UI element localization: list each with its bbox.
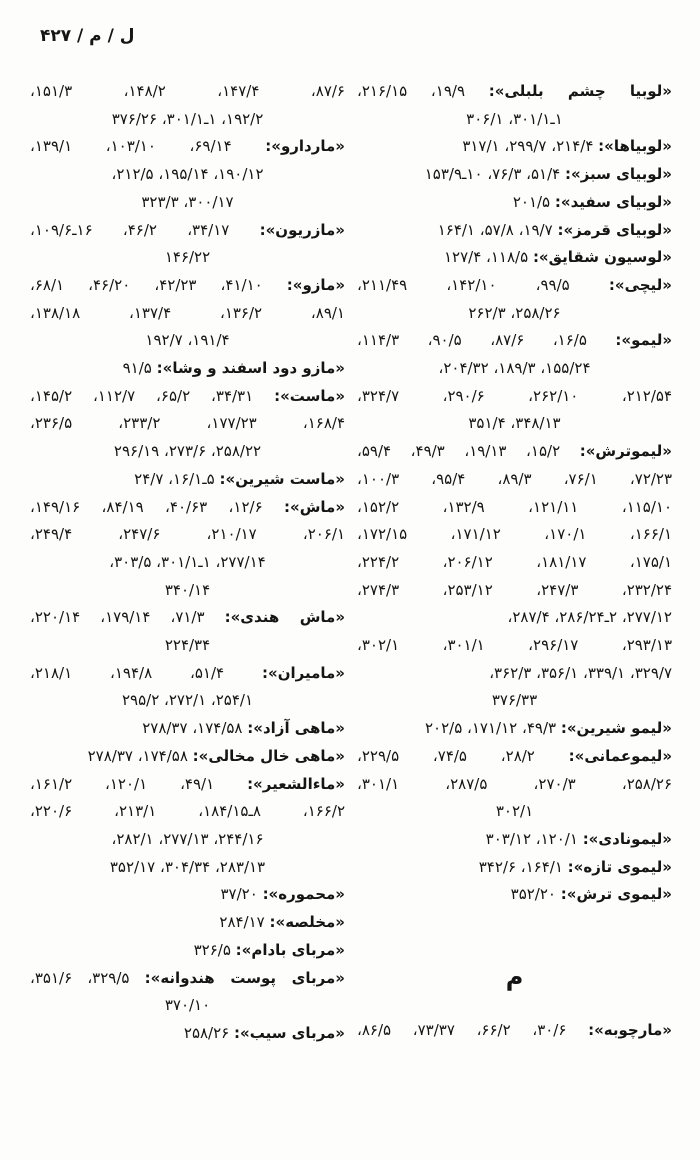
entry-headword: «مربای پوست هندوانه»: xyxy=(144,968,345,987)
entry-headword: «ماءالشعیر»: xyxy=(247,774,345,793)
index-line: ۲۳۲/۲۴، ۲۴۷/۳، ۲۵۳/۱۲، ۲۷۴/۳، xyxy=(357,580,673,599)
entry-headword: «مارچوبه»: xyxy=(588,1021,672,1040)
index-line: «لیموعمانی»: ۲۸/۲، ۷۴/۵، ۲۲۹/۵، xyxy=(357,746,673,765)
index-line: «ماش»: ۱۲/۶، ۴۰/۶۳، ۸۴/۱۹، ۱۴۹/۱۶، xyxy=(30,497,346,516)
index-line: ۲۵۸/۲۶، ۲۷۰/۳، ۲۸۷/۵، ۳۰۱/۱، xyxy=(357,774,673,793)
index-line: «ماش هندی»: ۷۱/۳، ۱۷۹/۱۴، ۲۲۰/۱۴، xyxy=(30,608,346,627)
index-line: «لیچی»: ۹۹/۵، ۱۴۲/۱۰، ۲۱۱/۴۹، xyxy=(357,275,672,294)
index-line: «لوبیای سبز»: ۵۱/۴، ۷۶/۳، ۱۰ـ۱۵۳/۹ xyxy=(424,165,672,184)
index-line: ۲۵۸/۲۶، ۲۶۲/۳ xyxy=(468,303,561,322)
index-line: «ماردارو»: ۶۹/۱۴، ۱۰۳/۱۰، ۱۳۹/۱، xyxy=(30,137,345,156)
entry-headword: «لیمو شیرین»: xyxy=(560,719,672,738)
entry-headword: «لوبیا چشم بلبلی»: xyxy=(488,82,672,100)
index-column-left xyxy=(30,78,345,1048)
index-line: «لیموی تازه»: ۱۶۴/۱، ۳۴۲/۶ xyxy=(478,857,672,876)
entry-headword: «مازو دود اسفند و وشا»: xyxy=(156,359,345,378)
entry-headword: «لیمو»: xyxy=(615,331,673,350)
index-line: ۲۹۳/۱۳، ۲۹۶/۱۷، ۳۰۱/۱، ۳۰۲/۱، xyxy=(357,636,673,655)
entry-headword: «مازو»: xyxy=(286,275,346,294)
index-line: ۳۰۲/۱ xyxy=(495,802,534,821)
entry-headword: «مربای سیب»: xyxy=(234,1023,345,1042)
index-line: ۳۴۰/۱۴ xyxy=(164,580,211,599)
index-line: «لوسیون شقایق»: ۱۱۸/۵، ۱۲۷/۴ xyxy=(443,248,672,267)
index-line: ۱۱۵/۱۰، ۱۲۱/۱۱، ۱۳۲/۹، ۱۵۲/۲، xyxy=(357,497,673,516)
index-line: «ماست شیرین»: ۵ـ۱۶/۱، ۲۴/۷ xyxy=(134,469,345,488)
entry-headword: «مربای بادام»: xyxy=(235,940,345,959)
index-line: «ماهی خال مخالی»: ۱۷۴/۵۸، ۲۷۸/۳۷ xyxy=(87,746,345,765)
index-line: «لیموترش»: ۱۵/۲، ۱۹/۱۳، ۴۹/۳، ۵۹/۴، xyxy=(357,442,672,461)
index-line: ۱۹۰/۱۲، ۱۹۵/۱۴، ۲۱۲/۵، xyxy=(111,165,264,184)
index-line: «مخلصه»: ۲۸۴/۱۷ xyxy=(219,913,345,932)
entry-headword: «لیموی ترش»: xyxy=(560,885,672,904)
entry-headword: «مامیران»: xyxy=(262,663,345,682)
entry-headword: «لوبیای قرمز»: xyxy=(557,220,672,239)
index-line: «لیمونادی»: ۱۲۰/۱، ۳۰۳/۱۲ xyxy=(485,829,672,848)
index-line: «ماءالشعیر»: ۴۹/۱، ۱۲۰/۱، ۱۶۱/۲، xyxy=(30,774,345,793)
index-line: «مارچوبه»: ۳۰/۶، ۶۶/۲، ۷۳/۳۷، ۸۶/۵، xyxy=(357,1021,672,1040)
index-line: ۲۷۷/۱۴، ۱ـ۳۰۱/۱، ۳۰۳/۵، xyxy=(109,552,266,571)
entry-headword: «لیمونادی»: xyxy=(582,829,672,848)
entry-headword: «مازریون»: xyxy=(259,220,345,239)
index-line: «مربای بادام»: ۳۲۶/۵ xyxy=(193,940,345,959)
index-line: ۱۷۵/۱، ۱۸۱/۱۷، ۲۰۶/۱۲، ۲۲۴/۲، xyxy=(357,552,673,571)
index-line: ۸۹/۱، ۱۳۶/۲، ۱۳۷/۴، ۱۳۸/۱۸، xyxy=(30,303,345,322)
index-line: ۲۵۴/۱، ۲۷۲/۱، ۲۹۵/۲ xyxy=(121,691,254,710)
entry-headword: «لیموی تازه»: xyxy=(567,857,672,876)
entry-headword: «ماهی خال مخالی»: xyxy=(192,746,345,765)
index-line: «مازو»: ۴۱/۱۰، ۴۲/۲۳، ۴۶/۲۰، ۶۸/۱، xyxy=(30,275,346,294)
index-line: «لیمو»: ۱۶/۵، ۸۷/۶، ۹۰/۵، ۱۱۴/۳، xyxy=(357,331,673,350)
entry-headword: «ماردارو»: xyxy=(265,137,345,156)
index-line: «لوبیا چشم بلبلی»: ۱۹/۹، ۲۱۶/۱۵، xyxy=(357,82,672,100)
index-line: «مربای پوست هندوانه»: ۳۲۹/۵، ۳۵۱/۶، xyxy=(30,968,345,987)
index-line: ۱۶۸/۴، ۱۷۷/۲۳، ۲۳۳/۲، ۲۳۶/۵، xyxy=(30,414,346,433)
index-line: ۲۴۴/۱۶، ۲۷۷/۱۳، ۲۸۲/۱، xyxy=(111,829,264,848)
entry-headword: «لوبیای سبز»: xyxy=(565,165,672,184)
entry-headword: «ماش»: xyxy=(284,497,346,516)
entry-headword: «لوسیون شقایق»: xyxy=(532,248,672,267)
page-header: ل / م / ۴۲۷ xyxy=(40,26,135,46)
index-columns xyxy=(30,78,672,1048)
index-line: ۲۰۶/۱، ۲۱۰/۱۷، ۲۴۷/۶، ۲۴۹/۴، xyxy=(30,525,346,544)
index-line: ۱۵۵/۲۴، ۱۸۹/۳، ۲۰۴/۳۲، xyxy=(438,359,591,378)
index-line: ۲۷۷/۱۲، ۲ـ۲۸۶/۲۴، ۲۸۷/۴، xyxy=(507,608,672,627)
index-line: ۷۲/۲۳، ۷۶/۱، ۸۹/۳، ۹۵/۴، ۱۰۰/۳، xyxy=(357,469,673,488)
index-line: «لوبیاها»: ۲۱۴/۴، ۲۹۹/۷، ۳۱۷/۱ xyxy=(462,137,672,156)
entry-headword: «ماست»: xyxy=(274,386,346,405)
index-line: «مربای سیب»: ۲۵۸/۲۶ xyxy=(183,1023,345,1042)
index-line: ۱ـ۳۰۱/۱، ۳۰۶/۱ xyxy=(466,109,563,128)
entry-headword: «لیموترش»: xyxy=(579,442,672,461)
index-line: «لوبیای قرمز»: ۱۹/۷، ۵۷/۸، ۱۶۴/۱ xyxy=(437,220,672,239)
index-line: «ماهی آزاد»: ۱۷۴/۵۸، ۲۷۸/۳۷ xyxy=(142,719,345,738)
section-letter: م xyxy=(505,963,524,992)
index-line: «مازریون»: ۳۴/۱۷، ۴۶/۲، ۱۶ـ۱۰۹/۶، xyxy=(30,220,345,239)
entry-headword: «ماش هندی»: xyxy=(224,608,346,627)
entry-headword: «ماست شیرین»: xyxy=(219,469,345,488)
index-line: «لیموی ترش»: ۳۵۲/۲۰ xyxy=(510,885,672,904)
entry-headword: «لوبیای سفید»: xyxy=(554,192,672,211)
entry-headword: «لیچی»: xyxy=(608,275,672,294)
index-line: ۲۱۲/۵۴، ۲۶۲/۱۰، ۲۹۰/۶، ۳۲۴/۷، xyxy=(357,386,673,405)
entry-headword: «محموره»: xyxy=(262,885,345,904)
index-line: ۳۷۰/۱۰ xyxy=(164,996,211,1015)
index-line: ۲۸۳/۱۳، ۳۰۴/۳۴، ۳۵۲/۱۷ xyxy=(109,857,266,876)
index-line: ۱۶۶/۱، ۱۷۰/۱، ۱۷۱/۱۲، ۱۷۲/۱۵، xyxy=(357,525,673,544)
index-line: ۳۰۰/۱۷، ۳۲۳/۳ xyxy=(141,192,234,211)
index-line: ۱۹۲/۲، ۱ـ۳۰۱/۱، ۳۷۶/۲۶ xyxy=(111,109,264,128)
index-column-right xyxy=(357,78,672,1048)
index-line: ۱۹۱/۴، ۱۹۲/۷ xyxy=(145,331,230,350)
entry-headword: «ماهی آزاد»: xyxy=(247,719,345,738)
index-line: ۱۶۶/۲، ۸ـ۱۸۴/۱۵، ۲۱۳/۱، ۲۲۰/۶، xyxy=(30,802,346,821)
index-line: «مامیران»: ۵۱/۴، ۱۹۴/۸، ۲۱۸/۱، xyxy=(30,663,345,682)
index-line: «لیمو شیرین»: ۴۹/۳، ۱۷۱/۱۲، ۲۰۲/۵ xyxy=(424,719,672,738)
entry-headword: «مخلصه»: xyxy=(269,913,345,932)
entry-headword: «لیموعمانی»: xyxy=(568,746,673,765)
index-line: ۳۴۸/۱۳، ۳۵۱/۴ xyxy=(468,414,561,433)
index-line: ۳۲۹/۷، ۳۳۹/۱، ۳۵۶/۱، ۳۶۲/۳، xyxy=(489,663,672,682)
index-line: ۸۷/۶، ۱۴۷/۴، ۱۴۸/۲، ۱۵۱/۳، xyxy=(30,82,345,100)
index-line: «لوبیای سفید»: ۲۰۱/۵ xyxy=(512,192,672,211)
index-line: ۱۴۶/۲۲ xyxy=(164,248,211,267)
index-line: «محموره»: ۳۷/۲۰ xyxy=(220,885,345,904)
index-line: ۲۵۸/۲۲، ۲۷۳/۶، ۲۹۶/۱۹ xyxy=(113,442,262,461)
index-line: «مازو دود اسفند و وشا»: ۹۱/۵ xyxy=(122,359,345,378)
index-line: ۲۲۴/۳۴ xyxy=(164,636,211,655)
entry-headword: «لوبیاها»: xyxy=(598,137,672,156)
index-line: «ماست»: ۳۴/۳۱، ۶۵/۲، ۱۱۲/۷، ۱۴۵/۲، xyxy=(30,386,346,405)
index-line: ۳۷۶/۳۳ xyxy=(491,691,538,710)
